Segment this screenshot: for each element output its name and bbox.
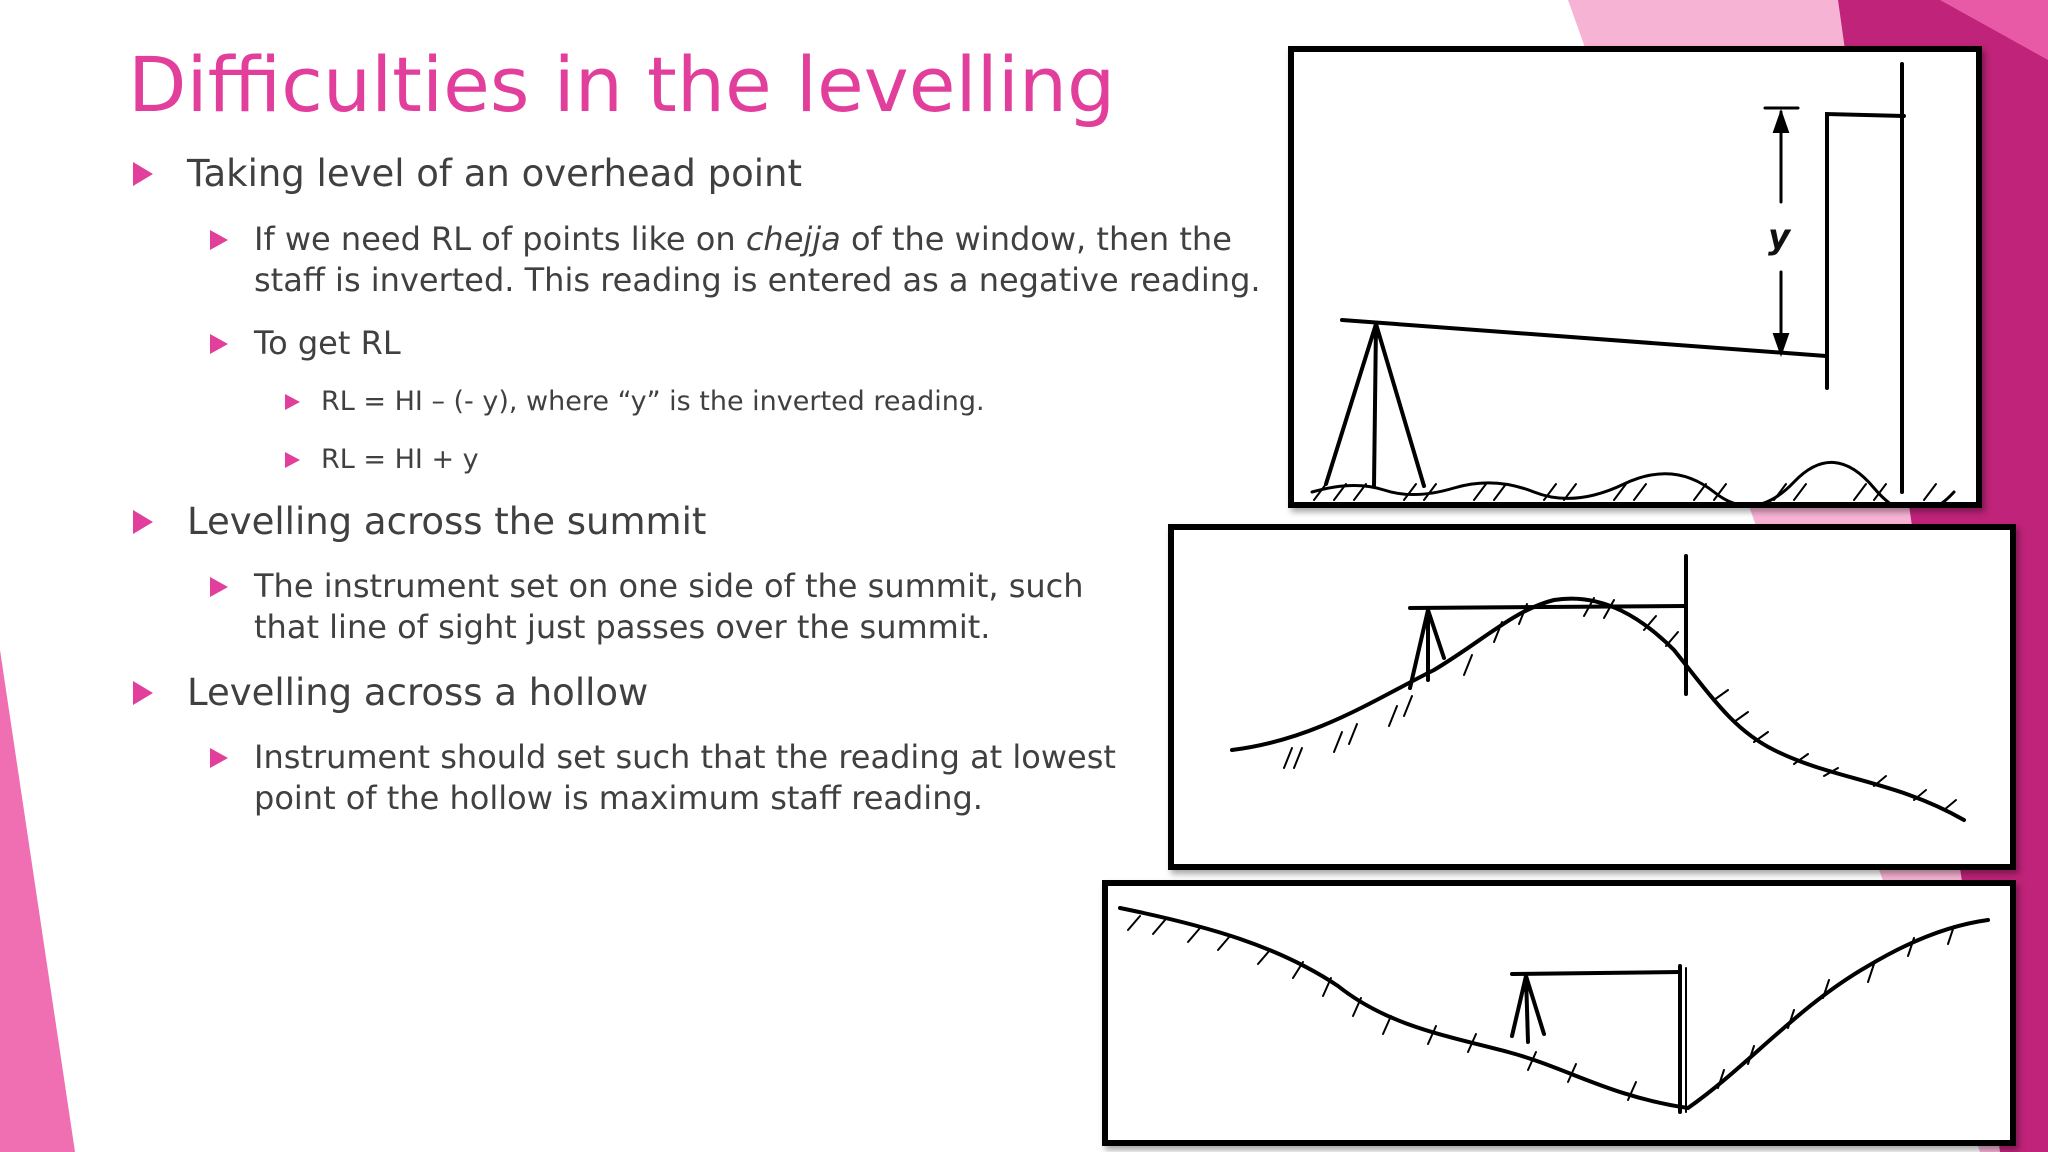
bullet-overhead: Taking level of an overhead point [187,152,802,196]
bullet-arrow-icon [210,334,228,354]
decor-left-wedge [0,650,75,1152]
bullet-summit-detail: The instrument set on one side of the summit, such that line of sight just passes over the summit. [254,566,1084,648]
bullet-arrow-icon [133,510,153,534]
bullet-arrow-icon [133,162,153,186]
bullet-arrow-icon [285,452,300,468]
figure-summit [1168,524,2016,870]
bullet-arrow-icon [210,577,228,597]
bullet-arrow-icon [133,681,153,705]
bullet-hollow: Levelling across a hollow [187,671,648,715]
bullet-inverted-staff: If we need RL of points like on chejja of the window, then the staff is inverted. This reading is entered as a negative reading. [254,219,1261,301]
bullet-get-rl: To get RL [254,323,401,364]
figure-overhead-point [1288,46,1982,508]
bullet-arrow-icon [285,394,300,410]
bullet-summit: Levelling across the summit [187,500,706,544]
hollow-diagram [1108,886,2010,1140]
overhead-diagram [1294,52,1976,502]
bullet-arrow-icon [210,748,228,768]
slide-title: Difficulties in the levelling [128,40,1116,129]
bullet-rl-formula-1: RL = HI – (- y), where “y” is the inverted reading. [321,384,985,420]
bullet-rl-formula-2: RL = HI + y [321,442,479,478]
figure-hollow [1102,880,2016,1146]
bullet-arrow-icon [210,230,228,250]
summit-diagram [1174,530,2010,864]
bullet-hollow-detail: Instrument should set such that the reading at lowest point of the hollow is maximum staff reading. [254,737,1116,819]
overhead-y-label: y [1768,217,1791,257]
